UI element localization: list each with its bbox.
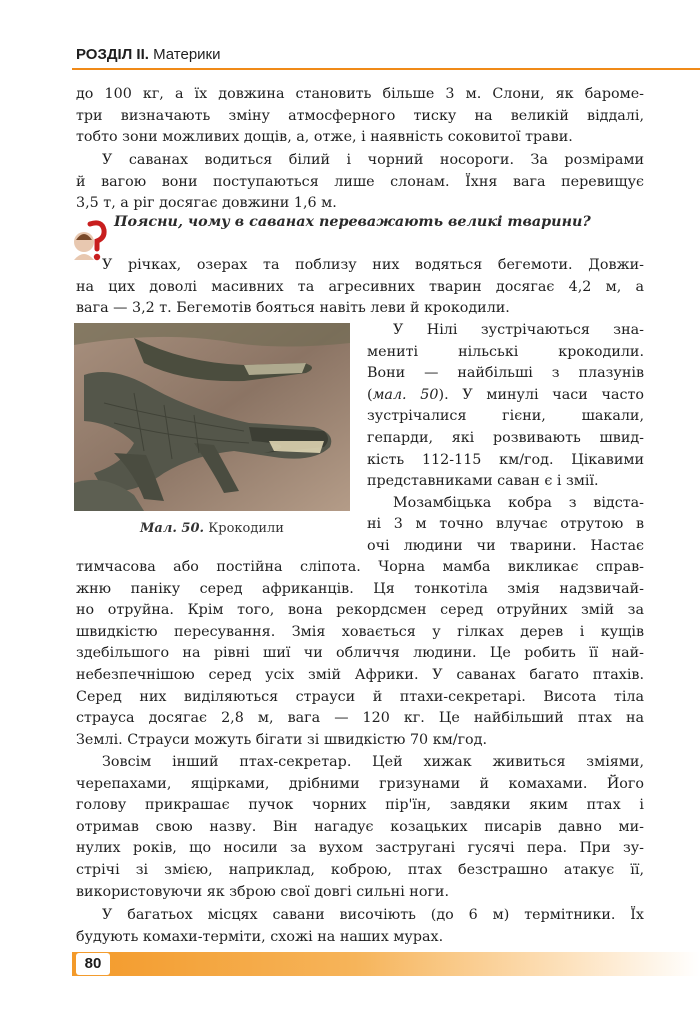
text-line: У саванах водиться білий і чорний носороги. За розмірами	[102, 152, 644, 168]
text-line: швидкістю пересування. Змія ховається у гілках дерев і кущів	[76, 623, 644, 640]
footer-bar	[72, 952, 700, 976]
text-line: отримав свою назву. Він нагадує козацьких писарів давно ми-	[76, 818, 644, 835]
text-line: на цих доволі масивних та агресивних тварин досягає 4,2 м, а	[76, 278, 644, 295]
text-line: (мал. 50). У минулі часи часто	[367, 386, 645, 403]
text-line: вага — 3,2 т. Бегемотів бояться навіть леви й крокодили.	[76, 300, 510, 317]
paragraph-termites	[76, 905, 644, 948]
page-number: 80	[76, 953, 110, 975]
text-line: черепахами, ящірками, дрібними гризунами й комахами. Його	[76, 775, 644, 792]
text-line: тимчасова або постійна сліпота. Чорна мамба викликає справ-	[76, 559, 644, 575]
text-line: жню паніку серед африканців. Ця тонкотіла змія надзвичай-	[76, 580, 644, 597]
discussion-question: Поясни, чому в саванах переважають великі тварини?	[114, 214, 591, 230]
text-line: страуса досягає 2,8 м, вага — 120 кг. Це найбільший птах на	[76, 710, 644, 727]
text-line: У багатьох місцях савани височіють (до 6 м) термітники. Їх	[102, 907, 644, 923]
header-rule	[72, 68, 700, 70]
text-line: будують комахи-терміти, схожі на наших мурах.	[76, 928, 444, 945]
text-line: Серед них виділяються страуси й птахи-секретарі. Висота тіла	[76, 688, 644, 705]
paragraph-hippos	[76, 255, 644, 320]
text-line: У річках, озерах та поблизу них водяться бегемоти. Довжи-	[102, 257, 644, 273]
text-line: до 100 кг, а їх довжина становить більше 3 м. Слони, як бароме-	[76, 86, 644, 102]
paragraph-rhinos	[76, 150, 644, 215]
text-line: Землі. Страуси можуть бігати зі швидкістю 70 км/год.	[76, 731, 488, 748]
text-line: очі людини чи тварини. Настає	[367, 537, 644, 554]
text-line: но отруйна. Крім того, вона рекордсмен серед отруйних змій за	[76, 602, 644, 619]
text-line: представниками саван є і змії.	[367, 473, 599, 490]
section-number: РОЗДІЛ II.	[76, 46, 149, 63]
text-line: три визначають зміну атмосферного тиску на великій віддалі,	[76, 107, 644, 124]
text-line: гепарди, які розвивають швид-	[367, 429, 644, 446]
paragraph-elephants	[76, 84, 644, 149]
text-line: здебільшого на рівні шиї чи обличчя людини. Це робить її най-	[76, 645, 644, 662]
text-line: голову прикрашає пучок чорних пір'їн, завдяки яким птах і	[76, 797, 644, 814]
text-line: нулих років, що носили за вухом застругані гусячі пера. При зу-	[76, 840, 644, 857]
text-line: небезпечнішою серед усіх змій Африки. У саванах багато птахів.	[76, 666, 644, 683]
figure-caption-text: Крокодили	[208, 521, 284, 536]
text-line: стрічі зі змією, наприклад, коброю, птах безстрашно атакує її,	[76, 861, 644, 878]
text-line: 3,5 т, а ріг досягає довжини 1,6 м.	[76, 195, 337, 212]
text-line: Мозамбіцька кобра з відста-	[393, 494, 644, 511]
paragraph-crocodiles	[367, 320, 644, 558]
text-line: й вагою вони поступаються лише слонам. Їхня вага перевищує	[76, 173, 644, 190]
section-header	[76, 46, 700, 68]
text-line: Вони — найбільші з плазунів	[367, 365, 644, 382]
paragraph-snakes-birds	[76, 557, 644, 751]
section-title: Материки	[153, 46, 221, 63]
text-line: Зовсім інший птах-секретар. Цей хижак живиться зміями,	[102, 754, 644, 770]
figure-reference: мал. 50	[372, 386, 439, 403]
text-line: використовуючи як зброю свої довгі сильні ноги.	[76, 883, 450, 900]
text-line: тобто зони можливих дощів, а, отже, і наявність соковитої трави.	[76, 129, 573, 146]
paragraph-secretary-bird	[76, 752, 644, 903]
figure-label: Мал. 50.	[140, 521, 205, 536]
text-line: У Нілі зустрічаються зна-	[393, 322, 644, 338]
figure-caption	[74, 521, 350, 536]
text-line: кість 112-115 км/год. Цікавими	[367, 451, 644, 468]
text-line: зустрічалися гієни, шакали,	[367, 408, 644, 425]
text-line: ні 3 м точно влучає отрутою в	[367, 516, 644, 533]
text-line: мениті нільські крокодили.	[367, 343, 644, 360]
crocodiles-photo	[74, 323, 350, 511]
